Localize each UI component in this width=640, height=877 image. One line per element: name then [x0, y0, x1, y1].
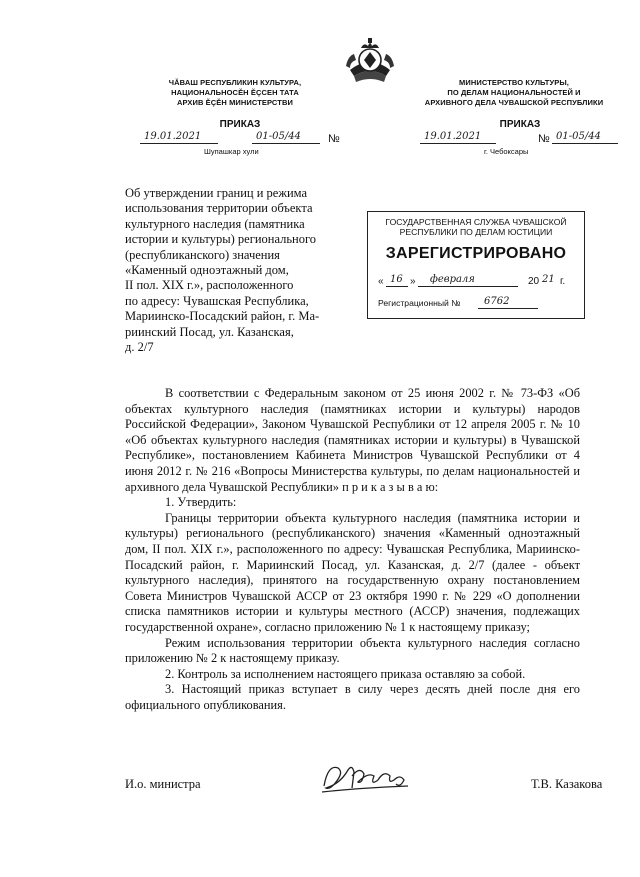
right-date-line — [420, 143, 496, 144]
stamp-reg-number: 6762 — [484, 296, 510, 307]
subject-line: Мариинско-Посадский район, г. Ма- — [125, 309, 320, 324]
number-sign: № — [328, 133, 340, 145]
handwritten-signature-icon — [318, 758, 414, 798]
right-number-line — [552, 143, 618, 144]
stamp-day: 16 — [390, 274, 403, 285]
stamp-month-line — [418, 286, 518, 287]
body-paragraph: Границы территории объекта культурного наследия (памятника истории и культуры) регионального (республиканского) значения «Каменный одноэтажный дом, II пол. XIX г.», расположенного по адресу: Чувашская Республика, Мариинско-Посадский район, г. Мариинский Посад, ул. Казанская, д. 2/7 (далее - объект культурного наследия), принятого на государственную охрану постановлением Совета Министров Чувашской АССР от 23 октября 1990 г. № 229 «О дополнении списка памятников истории и культуры местного (АССР) значения, подлежащих государственной охране», согласно приложению № 1 к настоящему приказу; — [125, 510, 580, 634]
ministry-name-russian — [410, 78, 618, 108]
body-paragraph: 3. Настоящий приказ вступает в силу через десять дней после дня его официального опубликования. — [125, 682, 580, 712]
subject-line: Об утверждении границ и режима — [125, 186, 308, 200]
body-paragraph: 1. Утвердить: — [165, 495, 237, 510]
stamp-year: 21 — [542, 274, 555, 285]
stamp-registered-title: ЗАРЕГИСТРИРОВАНО — [385, 245, 567, 262]
coat-of-arms-emblem-icon — [344, 36, 396, 86]
stamp-reg-line — [478, 308, 538, 309]
subject-line: по адресу: Чувашская Республика, — [125, 293, 309, 308]
subject-line: культурного наследия (памятника — [125, 216, 305, 231]
body-paragraph: 2. Контроль за исполнением настоящего приказа оставляю за собой. — [165, 666, 526, 681]
body-paragraph: В соответствии с Федеральным законом от 25 июня 2002 г. № 73-ФЗ «Об объектах культурного наследия (памятниках истории и культуры) народов Российской Федерации», Законом Чувашской Республики от 12 апреля 2005 г. № 10 «Об объектах культурного наследия (памятниках истории и культуры) в Чувашской Республике», постановлением Кабинета Министров Чувашской Республики от 4 июня 2012 г. № 216 «Вопросы Министерства культуры, по делам национальностей и архивного дела Чувашской Республики» п р и к а з ы в а ю: — [125, 386, 580, 494]
order-body — [125, 386, 580, 713]
header-line: АРХИВ ĔÇĔН МИНИСТЕРСТВИ — [177, 98, 293, 107]
header-line: АРХИВНОГО ДЕЛА ЧУВАШСКОЙ РЕСПУБЛИКИ — [424, 98, 604, 107]
stamp-reg-label: Регистрационный № — [378, 298, 461, 308]
left-number-line — [252, 143, 320, 144]
registration-stamp — [367, 211, 585, 319]
signatory-position: И.о. министра — [125, 777, 201, 791]
header-line: ЧĂВАШ РЕСПУБЛИКИН КУЛЬТУРА, — [168, 78, 302, 87]
stamp-year-prefix: 20 — [528, 276, 540, 287]
stamp-quote: « — [378, 276, 384, 287]
ministry-name-chuvash — [140, 78, 330, 108]
stamp-year-suffix: г. — [560, 276, 566, 287]
stamp-reg-row — [378, 296, 578, 312]
city-chuvash: Шупашкар хули — [204, 147, 259, 156]
stamp-agency-line: РЕСПУБЛИКИ ПО ДЕЛАМ ЮСТИЦИИ — [399, 227, 553, 237]
number-sign: № — [538, 133, 550, 145]
left-order-number: 01-05/44 — [256, 131, 301, 142]
right-order-number: 01-05/44 — [556, 131, 601, 142]
left-order-date: 19.01.2021 — [144, 131, 202, 142]
subject-line: риинский Посад, ул. Казанская, — [125, 324, 294, 339]
left-date-line — [140, 143, 218, 144]
header-line: НАЦИОНАЛЬНОСĔН ĔÇСЕН ТАТА — [171, 88, 299, 97]
subject-line: (республиканского) значения — [125, 247, 280, 262]
header-line: МИНИСТЕРСТВО КУЛЬТУРЫ, — [459, 78, 569, 87]
order-subject — [125, 186, 343, 355]
order-title-russian: ПРИКАЗ — [499, 119, 541, 130]
stamp-quote: » — [410, 276, 416, 287]
order-title-chuvash: ПРИКАЗ — [219, 119, 261, 130]
city-russian: г. Чебоксары — [484, 147, 529, 156]
subject-line: д. 2/7 — [125, 340, 154, 355]
stamp-agency-line: ГОСУДАРСТВЕННАЯ СЛУЖБА ЧУВАШСКОЙ — [385, 217, 567, 227]
body-paragraph: Режим использования территории объекта культурного наследия согласно приложению № 2 к настоящему приказу. — [125, 635, 580, 666]
signatory-name: Т.В. Казакова — [531, 777, 603, 791]
stamp-date-row — [378, 274, 578, 290]
subject-line: «Каменный одноэтажный дом, — [125, 263, 289, 278]
header-line: ПО ДЕЛАМ НАЦИОНАЛЬНОСТЕЙ И — [447, 88, 581, 97]
stamp-month: февраля — [430, 274, 475, 285]
right-order-date: 19.01.2021 — [424, 131, 482, 142]
stamp-day-line — [386, 286, 408, 287]
subject-line: II пол. XIX г.», расположенного — [125, 278, 294, 293]
subject-line: использования территории объекта — [125, 201, 313, 216]
subject-line: истории и культуры) регионального — [125, 232, 317, 247]
